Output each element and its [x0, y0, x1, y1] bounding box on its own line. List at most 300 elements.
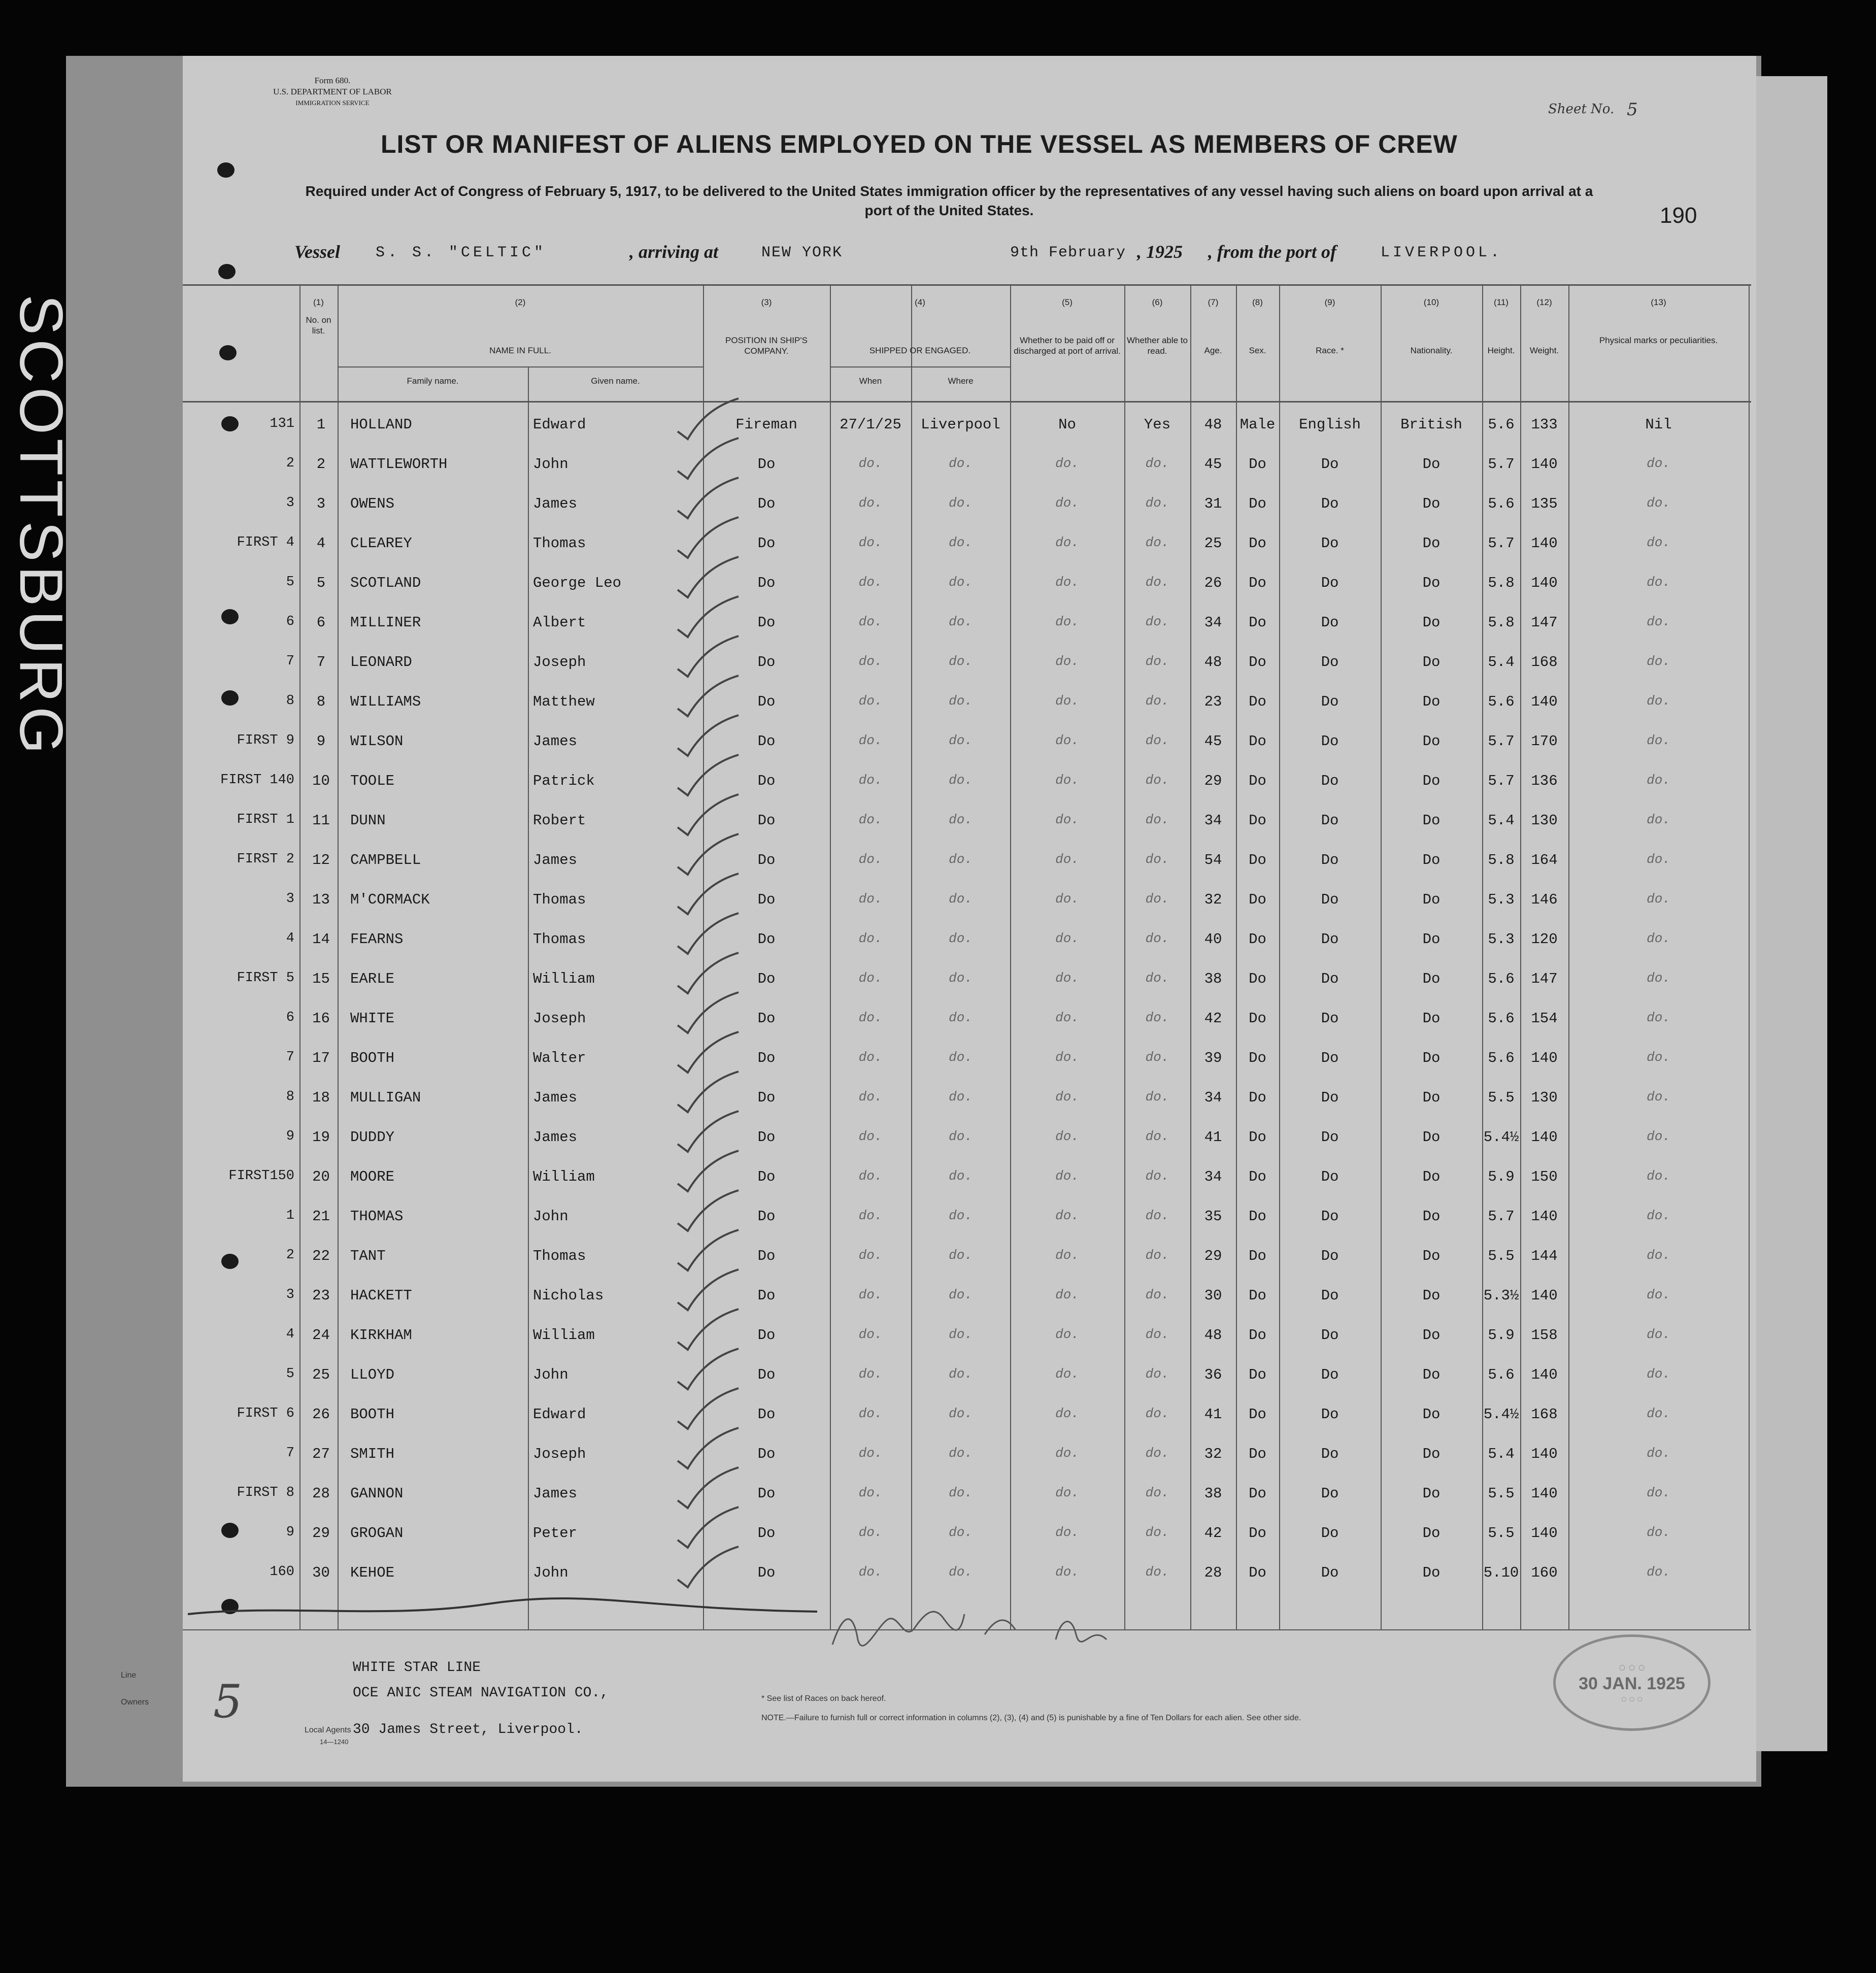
owners-label: Owners [121, 1698, 149, 1707]
hand-margin-number: FIRST150 [228, 1168, 294, 1184]
height: 5.9 [1488, 1327, 1515, 1344]
height: 5.4½ [1483, 1406, 1519, 1423]
weight: 164 [1531, 852, 1558, 868]
nationality: Do [1422, 891, 1440, 908]
race: Do [1321, 971, 1339, 987]
checkmark-icon [667, 1267, 744, 1313]
height: 5.4 [1488, 812, 1515, 829]
age: 45 [1204, 733, 1222, 750]
weight: 140 [1531, 1129, 1558, 1146]
race: Do [1321, 1010, 1339, 1027]
list-number: 18 [312, 1089, 330, 1106]
shipped-where: do. [949, 1485, 973, 1500]
paid-off: do. [1055, 1485, 1079, 1500]
shipped-when: do. [858, 852, 883, 867]
shipped-when: do. [858, 654, 883, 669]
from-port-label: , from the port of [1208, 242, 1337, 262]
checkmark-icon [667, 1188, 744, 1233]
family-name: SMITH [350, 1446, 395, 1462]
weight: 140 [1531, 535, 1558, 552]
paid-off: do. [1055, 456, 1079, 471]
paid-off: do. [1055, 891, 1079, 907]
sex: Do [1249, 1129, 1266, 1146]
able-to-read: do. [1145, 1208, 1169, 1223]
age: 34 [1204, 1168, 1222, 1185]
position: Do [757, 654, 776, 671]
nationality: Do [1422, 1287, 1440, 1304]
position: Do [757, 614, 776, 631]
race: Do [1321, 495, 1339, 512]
shipped-where: do. [949, 693, 973, 709]
height: 5.6 [1488, 693, 1515, 710]
given-name: Robert [533, 812, 586, 829]
physical-marks: Nil [1645, 416, 1672, 433]
column-header-c2: NAME IN FULL. [489, 346, 551, 355]
paid-off: do. [1055, 575, 1079, 590]
sex: Do [1249, 1525, 1266, 1542]
column-number-c11: (11) [1494, 297, 1509, 307]
column-header-c5: Whether to be paid off or discharged at port of arrival. [1014, 336, 1121, 356]
hand-margin-number: FIRST 2 [237, 852, 294, 867]
age: 26 [1204, 575, 1222, 591]
column-header-c4: SHIPPED OR ENGAGED. [869, 346, 971, 355]
family-name: EARLE [350, 971, 395, 987]
paid-off: do. [1055, 812, 1079, 827]
shipped-where: do. [949, 1129, 973, 1144]
column-rule-when-where [911, 366, 912, 1629]
column-rule [1381, 284, 1382, 1629]
family-name: CAMPBELL [350, 852, 421, 868]
paid-off: do. [1055, 773, 1079, 788]
height: 5.5 [1488, 1248, 1515, 1264]
nationality: Do [1422, 495, 1440, 512]
physical-marks: do. [1647, 1089, 1670, 1105]
given-name: James [533, 495, 578, 512]
family-name: HACKETT [350, 1287, 412, 1304]
age: 38 [1204, 971, 1222, 987]
family-name: LLOYD [350, 1366, 395, 1383]
checkmark-icon [667, 871, 744, 917]
race: Do [1321, 614, 1339, 631]
list-number: 1 [316, 416, 326, 433]
given-name: John [533, 1564, 568, 1581]
official-date-stamp: ◌ ◌ ◌ 30 JAN. 1925 ◌ ◌ ◌ [1553, 1634, 1711, 1731]
shipped-where: do. [949, 575, 973, 590]
position: Do [757, 1446, 776, 1462]
shipped-when: do. [858, 1208, 883, 1223]
physical-marks: do. [1647, 773, 1670, 788]
physical-marks: do. [1647, 1446, 1670, 1461]
shipped-where: do. [949, 1010, 973, 1025]
physical-marks: do. [1647, 495, 1670, 511]
family-name: MILLINER [350, 614, 421, 631]
able-to-read: do. [1145, 1327, 1169, 1342]
column-number-c13: (13) [1651, 297, 1666, 307]
sex: Do [1249, 891, 1266, 908]
race: Do [1321, 1168, 1339, 1185]
weight: 168 [1531, 654, 1558, 671]
sex: Do [1249, 575, 1266, 591]
shipped-when: do. [858, 891, 883, 907]
race: Do [1321, 1366, 1339, 1383]
weight: 160 [1531, 1564, 1558, 1581]
able-to-read: do. [1145, 693, 1169, 709]
age: 41 [1204, 1129, 1222, 1146]
position: Do [757, 1129, 776, 1146]
column-rule [1482, 284, 1483, 1629]
hand-margin-number: 8 [286, 693, 294, 709]
sex: Do [1249, 1010, 1266, 1027]
checkmark-icon [667, 1148, 744, 1194]
physical-marks: do. [1647, 1129, 1670, 1144]
weight: 154 [1531, 1010, 1558, 1027]
underlying-sheet-right [1746, 76, 1827, 1751]
family-name: DUDDY [350, 1129, 395, 1146]
nationality: Do [1422, 733, 1440, 750]
race: Do [1321, 1129, 1339, 1146]
race: Do [1321, 693, 1339, 710]
sex: Do [1249, 812, 1266, 829]
paid-off: do. [1055, 693, 1079, 709]
sex: Do [1249, 931, 1266, 948]
column-number-c2: (2) [515, 297, 526, 307]
paid-off: do. [1055, 1525, 1079, 1540]
weight: 140 [1531, 456, 1558, 473]
column-header-c10: Nationality. [1410, 346, 1453, 355]
nationality: Do [1422, 1010, 1440, 1027]
hand-margin-number: FIRST 4 [237, 535, 294, 550]
shipped-where: do. [949, 1248, 973, 1263]
family-name: MULLIGAN [350, 1089, 421, 1106]
given-name: James [533, 852, 578, 868]
age: 28 [1204, 1564, 1222, 1581]
agents-label: Local Agents [305, 1726, 351, 1734]
hand-margin-number: FIRST 6 [237, 1406, 294, 1421]
physical-marks: do. [1647, 614, 1670, 629]
paid-off: do. [1055, 1327, 1079, 1342]
nationality: Do [1422, 693, 1440, 710]
position: Do [757, 971, 776, 987]
column-rule [1010, 284, 1011, 1629]
race-note: * See list of Races on back hereof. [761, 1694, 886, 1703]
nationality: Do [1422, 1564, 1440, 1581]
shipped-where: do. [949, 1446, 973, 1461]
hand-margin-number: 3 [286, 495, 294, 511]
position: Do [757, 773, 776, 789]
weight: 140 [1531, 1208, 1558, 1225]
shipped-where: do. [949, 1287, 973, 1302]
checkmark-icon [667, 673, 744, 719]
hand-margin-number: 3 [286, 891, 294, 907]
department-name: U.S. DEPARTMENT OF LABOR [273, 87, 392, 96]
physical-marks: do. [1647, 971, 1670, 986]
physical-marks: do. [1647, 1287, 1670, 1302]
age: 32 [1204, 1446, 1222, 1462]
age: 48 [1204, 654, 1222, 671]
given-name: John [533, 1208, 568, 1225]
table-header-rule [183, 401, 1751, 403]
given-name: Peter [533, 1525, 578, 1542]
family-name: GANNON [350, 1485, 404, 1502]
able-to-read: do. [1145, 1564, 1169, 1580]
checkmark-icon [667, 1109, 744, 1154]
punch-hole [219, 345, 237, 360]
list-number: 19 [312, 1129, 330, 1146]
given-name: John [533, 1366, 568, 1383]
physical-marks: do. [1647, 931, 1670, 946]
given-name: Thomas [533, 1248, 586, 1264]
column-rule [1236, 284, 1237, 1629]
column-header-c3: POSITION IN SHIP'S COMPANY. [725, 336, 808, 356]
able-to-read: do. [1145, 1366, 1169, 1382]
subheader-c2-family: Family name. [407, 376, 459, 386]
hand-margin-number: FIRST 1 [237, 812, 294, 827]
race: Do [1321, 1248, 1339, 1264]
checkmark-icon [667, 554, 744, 600]
shipped-when: do. [858, 1129, 883, 1144]
hand-margin-number: 4 [286, 1327, 294, 1342]
checkmark-icon [667, 1029, 744, 1075]
given-name: Thomas [533, 931, 586, 948]
race: Do [1321, 1208, 1339, 1225]
able-to-read: do. [1145, 495, 1169, 511]
sex: Do [1249, 733, 1266, 750]
able-to-read: do. [1145, 1406, 1169, 1421]
given-name: Joseph [533, 654, 586, 671]
column-number-c5: (5) [1062, 297, 1073, 307]
punch-hole [218, 264, 236, 279]
race: Do [1321, 1406, 1339, 1423]
shipped-where: do. [949, 654, 973, 669]
position: Do [757, 575, 776, 591]
shipped-when: do. [858, 1327, 883, 1342]
age: 54 [1204, 852, 1222, 868]
race: Do [1321, 931, 1339, 948]
shipped-where: do. [949, 773, 973, 788]
list-number: 27 [312, 1446, 330, 1462]
weight: 130 [1531, 812, 1558, 829]
page-number: 190 [1660, 203, 1697, 228]
column-number-c9: (9) [1324, 297, 1335, 307]
weight: 140 [1531, 1366, 1558, 1383]
column-header-c8: Sex. [1249, 346, 1266, 355]
height: 5.6 [1488, 1050, 1515, 1066]
checkmark-icon [667, 1386, 744, 1431]
paid-off: do. [1055, 1248, 1079, 1263]
list-number: 3 [316, 495, 326, 512]
sex: Do [1249, 1248, 1266, 1264]
height: 5.5 [1488, 1485, 1515, 1502]
nationality: Do [1422, 1406, 1440, 1423]
shipped-where: do. [949, 1208, 973, 1223]
given-name: James [533, 1089, 578, 1106]
shipped-when: do. [858, 1050, 883, 1065]
paid-off: do. [1055, 852, 1079, 867]
nationality: Do [1422, 1485, 1440, 1502]
left-sheet-stamp-text: SCOTTSBURG [7, 294, 75, 758]
list-number: 23 [312, 1287, 330, 1304]
paid-off: do. [1055, 1089, 1079, 1105]
given-name: Joseph [533, 1446, 586, 1462]
physical-marks: do. [1647, 693, 1670, 709]
checkmark-icon [667, 792, 744, 838]
form-header [254, 75, 411, 109]
height: 5.4 [1488, 1446, 1515, 1462]
physical-marks: do. [1647, 812, 1670, 827]
weight: 140 [1531, 1050, 1558, 1066]
physical-marks: do. [1647, 1168, 1670, 1184]
checkmark-icon [667, 1227, 744, 1273]
weight: 150 [1531, 1168, 1558, 1185]
able-to-read: Yes [1144, 416, 1171, 433]
age: 34 [1204, 812, 1222, 829]
column-number-c12: (12) [1536, 297, 1552, 307]
weight: 130 [1531, 1089, 1558, 1106]
hand-margin-number: FIRST 140 [220, 773, 294, 788]
given-name: Thomas [533, 891, 586, 908]
position: Do [757, 1050, 776, 1066]
sex: Do [1249, 1089, 1266, 1106]
given-name: Thomas [533, 535, 586, 552]
column-number-c4: (4) [915, 297, 925, 307]
checkmark-icon [667, 594, 744, 640]
nationality: Do [1422, 1168, 1440, 1185]
weight: 147 [1531, 614, 1558, 631]
able-to-read: do. [1145, 1089, 1169, 1105]
checkmark-icon [667, 713, 744, 758]
column-number-c8: (8) [1252, 297, 1263, 307]
shipped-where: do. [949, 614, 973, 629]
height: 5.3 [1488, 931, 1515, 948]
age: 34 [1204, 1089, 1222, 1106]
family-name: M'CORMACK [350, 891, 430, 908]
shipped-where: do. [949, 931, 973, 946]
owners-value: OCE ANIC STEAM NAVIGATION CO., [353, 1685, 609, 1701]
given-name: Joseph [533, 1010, 586, 1027]
sex: Do [1249, 495, 1266, 512]
able-to-read: do. [1145, 1050, 1169, 1065]
checkmark-icon [667, 396, 744, 442]
shipped-where: do. [949, 1406, 973, 1421]
race: Do [1321, 773, 1339, 789]
sex: Do [1249, 535, 1266, 552]
paid-off: do. [1055, 1050, 1079, 1065]
sex: Do [1249, 1208, 1266, 1225]
nationality: Do [1422, 812, 1440, 829]
height: 5.6 [1488, 495, 1515, 512]
family-name: LEONARD [350, 654, 412, 671]
physical-marks: do. [1647, 654, 1670, 669]
nationality: Do [1422, 456, 1440, 473]
arrival-date: 9th February [1010, 244, 1126, 261]
weight: 146 [1531, 891, 1558, 908]
age: 34 [1204, 614, 1222, 631]
given-name: John [533, 456, 568, 473]
age: 39 [1204, 1050, 1222, 1066]
position: Do [757, 1406, 776, 1423]
shipped-when: do. [858, 1089, 883, 1105]
column-rule-family-given [528, 366, 529, 1629]
sheet-number-label: Sheet No. [1548, 102, 1615, 117]
nationality: Do [1422, 1327, 1440, 1344]
position: Do [757, 693, 776, 710]
weight: 136 [1531, 773, 1558, 789]
race: English [1299, 416, 1361, 433]
list-number: 10 [312, 773, 330, 789]
paid-off: do. [1055, 1129, 1079, 1144]
hand-margin-number: 8 [286, 1089, 294, 1105]
list-number: 15 [312, 971, 330, 987]
weight: 168 [1531, 1406, 1558, 1423]
shipped-when: do. [858, 1525, 883, 1540]
given-name: Patrick [533, 773, 595, 789]
hand-margin-number: 7 [286, 654, 294, 669]
sex: Do [1249, 773, 1266, 789]
position: Do [757, 733, 776, 750]
race: Do [1321, 1564, 1339, 1581]
subheader-c4-where: Where [948, 376, 974, 386]
height: 5.6 [1488, 1010, 1515, 1027]
weight: 140 [1531, 1525, 1558, 1542]
family-name: OWENS [350, 495, 395, 512]
height: 5.6 [1488, 1366, 1515, 1383]
shipped-when: do. [858, 1446, 883, 1461]
nationality: Do [1422, 575, 1440, 591]
column-rule [1124, 284, 1125, 1629]
shipped-subheader-rule [830, 366, 1010, 367]
able-to-read: do. [1145, 1485, 1169, 1500]
shipped-when: do. [858, 1287, 883, 1302]
subheader-c2-given: Given name. [591, 376, 640, 386]
column-rule [1279, 284, 1280, 1629]
family-name: WILSON [350, 733, 404, 750]
position: Do [757, 1248, 776, 1264]
race: Do [1321, 1089, 1339, 1106]
shipped-when: do. [858, 575, 883, 590]
hand-margin-number: 6 [286, 614, 294, 629]
height: 5.8 [1488, 575, 1515, 591]
family-name: TOOLE [350, 773, 395, 789]
height: 5.4 [1488, 654, 1515, 671]
family-name: BOOTH [350, 1406, 395, 1423]
height: 5.7 [1488, 1208, 1515, 1225]
height: 5.5 [1488, 1089, 1515, 1106]
age: 40 [1204, 931, 1222, 948]
nationality: Do [1422, 1248, 1440, 1264]
height: 5.7 [1488, 733, 1515, 750]
nationality: Do [1422, 931, 1440, 948]
checkmark-icon [667, 1504, 744, 1550]
checkmark-icon [667, 831, 744, 877]
paid-off: do. [1055, 495, 1079, 511]
physical-marks: do. [1647, 1327, 1670, 1342]
age: 38 [1204, 1485, 1222, 1502]
column-number-c7: (7) [1208, 297, 1219, 307]
column-number-c6: (6) [1152, 297, 1163, 307]
position: Do [757, 1327, 776, 1344]
checkmark-icon [667, 1069, 744, 1115]
paid-off: do. [1055, 733, 1079, 748]
sex: Do [1249, 1406, 1266, 1423]
family-name: KEHOE [350, 1564, 395, 1581]
list-number: 4 [316, 535, 326, 552]
given-name: William [533, 1327, 595, 1344]
handwritten-sheet-number: 5 [213, 1675, 243, 1728]
shipped-where: do. [949, 971, 973, 986]
weight: 170 [1531, 733, 1558, 750]
shipped-where: do. [949, 535, 973, 550]
race: Do [1321, 654, 1339, 671]
